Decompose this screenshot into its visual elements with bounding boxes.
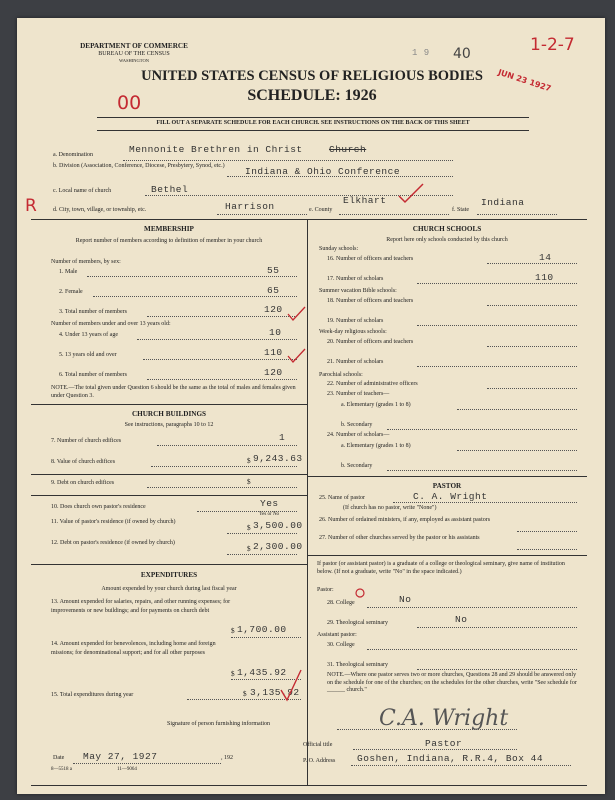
q17-value: 110 <box>535 272 554 283</box>
local-name-label: c. Local name of church <box>53 188 112 194</box>
pastor-label: Pastor: <box>317 587 334 593</box>
membership-heading: MEMBERSHIP <box>144 225 194 233</box>
expenditures-sub: Amount expended by your church during last fiscal year <box>101 586 237 592</box>
local-name-value: Bethel <box>151 184 189 195</box>
date-year-suffix: , 192 <box>221 755 233 761</box>
instruction-line: FILL OUT A SEPARATE SCHEDULE FOR EACH CHURCH. SEE INSTRUCTIONS ON THE BACK OF THIS SHEET <box>156 120 470 126</box>
ink-date-stamp: JUN 23 1927 <box>496 67 553 94</box>
q22-label: 22. Number of administrative officers <box>327 381 418 387</box>
yes-or-no-hint: Yes or No <box>259 512 280 517</box>
parochial-schools-label: Parochial schools: <box>319 372 363 378</box>
q11-label: 11. Value of pastor's residence (if owned by church) <box>51 519 176 525</box>
q8-label: 8. Value of church edifices <box>51 459 116 465</box>
q15-label: 15. Total expenditures during year <box>51 692 134 698</box>
form-code: 8—5518 a <box>51 767 72 772</box>
form-title: UNITED STATES CENSUS OF RELIGIOUS BODIES <box>141 68 483 84</box>
stamp-prefix: 1 9 <box>412 48 430 58</box>
q9-label: 9. Debt on church edifices <box>51 480 115 486</box>
expenditures-heading: EXPENDITURES <box>140 571 198 579</box>
schedule-title: SCHEDULE: 1926 <box>247 87 377 104</box>
q3-value: 120 <box>264 304 283 315</box>
city-label: WASHINGTON <box>119 58 149 63</box>
q27-label: 27. Number of other churches served by the pastor or his assistants <box>319 535 480 541</box>
denomination-struck: Church <box>329 144 367 155</box>
q13-value: 1,700.00 <box>237 624 287 635</box>
q20-label: 20. Number of officers and teachers <box>327 339 414 345</box>
po-address-value: Goshen, Indiana, R.R.4, Box 44 <box>357 753 544 764</box>
po-address-label: P. O. Address <box>303 758 336 764</box>
q25-label: 25. Name of pastor <box>319 495 365 501</box>
q11-dollar: $ <box>247 524 251 532</box>
weekday-schools-label: Week-day religious schools: <box>319 329 387 335</box>
q23a-label: a. Elementary (grades 1 to 8) <box>341 402 411 408</box>
age-intro-label: Number of members under and over 13 years old: <box>51 321 171 327</box>
form-code-2: 11—9064 <box>117 767 137 772</box>
bureau-label: BUREAU OF THE CENSUS <box>98 51 170 57</box>
q5-value: 110 <box>264 347 283 358</box>
q6-label: 6. Total number of members <box>59 372 127 378</box>
q7-value: 1 <box>279 432 286 443</box>
county-label: e. County <box>309 207 333 213</box>
red-tick-icon <box>287 306 307 322</box>
schools-sub: Report here only schools conducted by this church <box>386 237 508 243</box>
q9-dollar: $ <box>247 478 251 486</box>
q23-label: 23. Number of teachers— <box>327 391 390 397</box>
q29-value: No <box>455 614 468 625</box>
q29-label: 29. Theological seminary <box>327 620 389 626</box>
official-title-value: Pastor <box>425 738 463 749</box>
q13-dollar: $ <box>231 627 235 635</box>
red-circle-icon <box>353 586 367 600</box>
division-value: Indiana & Ohio Conference <box>245 166 401 177</box>
q19-label: 19. Number of scholars <box>327 318 384 324</box>
q5-label: 5. 13 years old and over <box>59 352 117 358</box>
q24b-label: b. Secondary <box>341 463 373 469</box>
q8-value: 9,243.63 <box>253 453 303 464</box>
membership-note: NOTE.—The total given under Question 6 should be the same as the total of males and females given under Question 3. <box>51 385 296 399</box>
q7-label: 7. Number of church edifices <box>51 438 122 444</box>
q4-value: 10 <box>269 327 282 338</box>
schools-heading: CHURCH SCHOOLS <box>412 225 482 233</box>
stamp-number: 40 <box>453 46 471 62</box>
q16-label: 16. Number of officers and teachers <box>327 256 414 262</box>
q1-value: 55 <box>267 265 280 276</box>
red-check-mark-icon <box>397 182 427 206</box>
q12-label: 12. Debt on pastor's residence (if owned by church) <box>51 540 175 546</box>
q18-label: 18. Number of officers and teachers <box>327 298 414 304</box>
official-title-label: Official title <box>303 742 333 748</box>
q25-value: C. A. Wright <box>413 491 488 502</box>
q12-dollar: $ <box>247 545 251 553</box>
ink-oo-mark: 00 <box>117 92 142 114</box>
signature-value: C.A. Wright <box>379 706 509 731</box>
buildings-heading: CHURCH BUILDINGS <box>131 410 207 418</box>
q24a-label: a. Elementary (grades 1 to 8) <box>341 443 411 449</box>
q15-value: 3,135.92 <box>250 687 300 698</box>
q14-label: 14. Amount expended for benevolences, including home and foreign missions; for denominational support; and for all other purposes <box>51 641 216 656</box>
q15-dollar: $ <box>243 690 247 698</box>
q31-label: 31. Theological seminary <box>327 662 389 668</box>
q12-value: 2,300.00 <box>253 541 303 552</box>
q24-label: 24. Number of scholars— <box>327 432 390 438</box>
q21-label: 21. Number of scholars <box>327 359 384 365</box>
q30-label: 30. College <box>327 642 355 648</box>
q2-label: 2. Female <box>59 289 83 295</box>
pastor-note: NOTE.—Where one pastor serves two or more churches, Questions 28 and 29 should be answered only on the schedule for one of the churches; on the schedules for the other churches, write "See schedule for ______ church." <box>327 672 577 693</box>
q6-value: 120 <box>264 367 283 378</box>
summer-schools-label: Summer vacation Bible schools: <box>319 288 397 294</box>
buildings-sub: See instructions, paragraphs 10 to 12 <box>124 422 214 428</box>
city-field-label: d. City, town, village, or township, etc. <box>53 207 147 213</box>
ink-code: 1-2-7 <box>530 35 575 55</box>
q2-value: 65 <box>267 285 280 296</box>
q17-label: 17. Number of scholars <box>327 276 384 282</box>
q1-label: 1. Male <box>59 269 78 275</box>
q16-value: 14 <box>539 252 552 263</box>
membership-intro: Report number of members according to definition of member in your church <box>75 238 263 244</box>
q8-dollar: $ <box>247 457 251 465</box>
denomination-value: Mennonite Brethren in Christ <box>129 144 303 155</box>
sunday-schools-label: Sunday schools: <box>319 246 359 252</box>
q3-label: 3. Total number of members <box>59 309 127 315</box>
red-tick-icon <box>279 668 303 702</box>
county-value: Elkhart <box>343 195 387 206</box>
q25-note: (If church has no pastor, write "None") <box>343 505 437 511</box>
q4-label: 4. Under 13 years of age <box>59 332 118 338</box>
q10-value: Yes <box>260 498 279 509</box>
assistant-pastor-label: Assistant pastor: <box>317 632 357 638</box>
q13-label: 13. Amount expended for salaries, repairs, and other running expenses; for improvements or new buildings; and for payments on church debt <box>51 599 231 614</box>
department-label: DEPARTMENT OF COMMERCE <box>80 42 188 50</box>
q14-dollar: $ <box>231 670 235 678</box>
pastor-heading: PASTOR <box>432 482 462 490</box>
date-value: May 27, 1927 <box>83 751 158 762</box>
red-tick-icon <box>287 348 307 364</box>
q26-label: 26. Number of ordained ministers, if any, employed as assistant pastors <box>319 517 491 523</box>
q28-label: 28. College <box>327 600 355 606</box>
q11-value: 3,500.00 <box>253 520 303 531</box>
q10-label: 10. Does church own pastor's residence <box>51 504 146 510</box>
ink-r-mark: R <box>25 196 37 216</box>
q28-value: No <box>399 594 412 605</box>
q14-value: 1,435.92 <box>237 667 287 678</box>
city-value: Harrison <box>225 201 275 212</box>
date-label: Date <box>53 755 65 761</box>
signature-label: Signature of person furnishing information <box>167 721 270 727</box>
state-value: Indiana <box>481 197 525 208</box>
members-by-sex-label: Number of members, by sex: <box>51 259 121 265</box>
denomination-label: a. Denomination <box>53 152 93 158</box>
q23b-label: b. Secondary <box>341 422 373 428</box>
state-label: f. State <box>452 207 469 213</box>
division-label: b. Division (Association, Conference, Diocese, Presbytery, Synod, etc.) <box>53 163 225 169</box>
graduate-note: If pastor (or assistant pastor) is a graduate of a college or theological seminary, give name of institution below. (If not a graduate, write "No" in the space indicated.) <box>317 561 565 575</box>
census-schedule-form <box>17 18 605 794</box>
